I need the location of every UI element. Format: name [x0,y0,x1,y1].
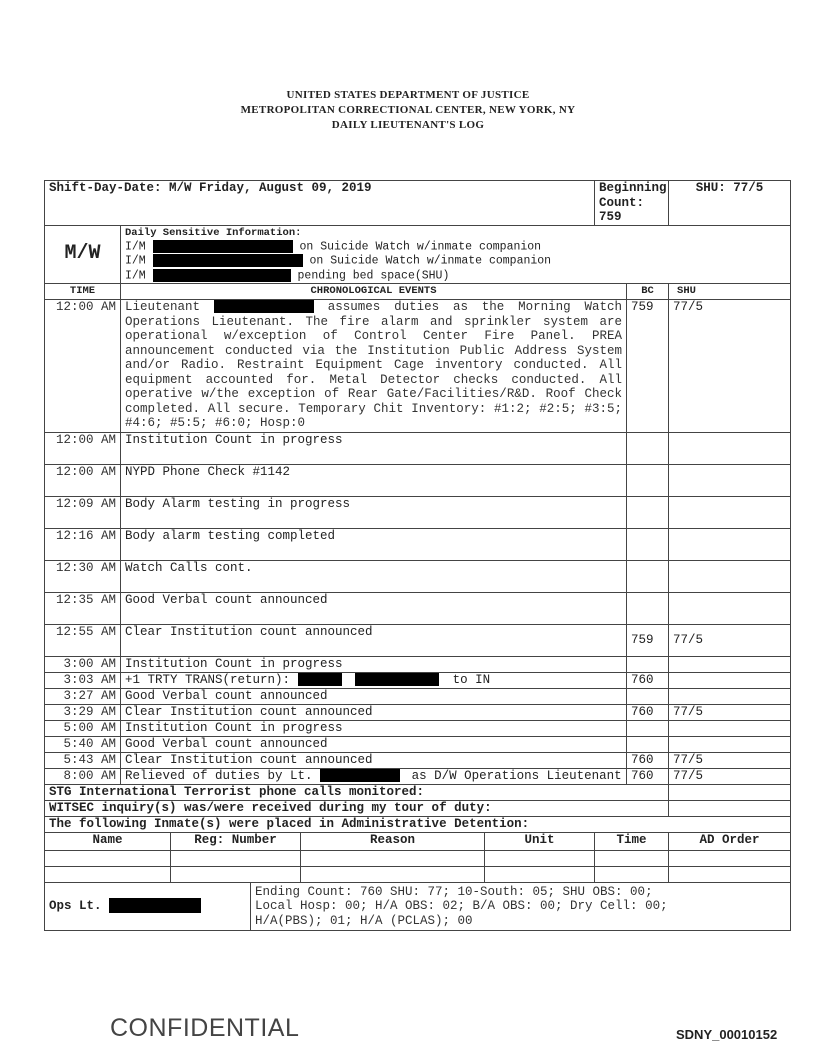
entry-shu: 77/5 [669,300,791,433]
redaction-block [153,240,293,253]
entry-time: 3:00 AM [45,656,121,672]
stg-value [669,784,791,800]
entry-shu: 77/5 [669,752,791,768]
lieutenant-log-table [44,180,791,931]
entry-bc: 759 [627,624,669,656]
entry-time: 3:29 AM [45,704,121,720]
entry-bc: 759 [627,300,669,433]
sensitive-info [121,225,791,284]
entry-time: 12:00 AM [45,300,121,433]
entry-bc: 760 [627,672,669,688]
sensitive-prefix: I/M [125,240,146,254]
sensitive-line [125,269,786,284]
shift-day-date: Shift-Day-Date: M/W Friday, August 09, 2019 [45,181,595,226]
entry-bc [627,688,669,704]
ad-cell [669,866,791,882]
witsec-note: WITSEC inquiry(s) was/were received during my tour of duty: [45,800,669,816]
sensitive-prefix: I/M [125,269,146,283]
entry-shu [669,656,791,672]
entry-time: 12:55 AM [45,624,121,656]
entry-shu: 77/5 [669,704,791,720]
entry-event [121,300,627,433]
entry-time: 5:40 AM [45,736,121,752]
ad-cell [485,866,595,882]
entry-bc [627,496,669,528]
entry-bc: 760 [627,704,669,720]
ad-time-header: Time [595,832,669,850]
entry-event: Good Verbal count announced [121,592,627,624]
entry-shu [669,720,791,736]
entry-bc [627,528,669,560]
entry-bc [627,464,669,496]
entry-event [121,768,627,784]
redaction-block [320,769,400,782]
entry-event: Watch Calls cont. [121,560,627,592]
entry-time: 12:00 AM [45,464,121,496]
ad-order-header: AD Order [669,832,791,850]
entry-time: 12:16 AM [45,528,121,560]
entry-shu [669,560,791,592]
entry-text: assumes duties as the Morning Watch Operations Lieutenant. The fire alarm and sprinkler system are operational w/exception of Control Center Fire Panel. PREA announcement conducted via the Institution Public Address System and/or Radio. Restraint Equipment Cage inventory conducted. All equipment accounted for. Metal Detector checks conducted. All operative w/the exception of Rear Gate/Facilities/R&D. Roof Check completed. All secure. Temporary Chit Inventory: #1:2; #2:5; #3:5; #4:6; #5:5; #6:0; Hosp:0 [125,300,623,431]
entry-event: Clear Institution count announced [121,704,627,720]
entry-time: 12:09 AM [45,496,121,528]
entry-lead: Lieutenant [125,300,201,315]
witsec-value [669,800,791,816]
redaction-block [153,254,303,267]
time-column-header: TIME [45,284,121,300]
shu-column-header: SHU [669,284,791,300]
sensitive-line [125,240,786,255]
entry-text: +1 TRTY TRANS(return): [125,672,291,687]
sensitive-text: pending bed space(SHU) [297,269,450,283]
entry-event: Institution Count in progress [121,656,627,672]
entry-tail: as D/W Operations Lieutenant [411,768,622,783]
redaction-block [153,269,291,282]
ending-line: Ending Count: 760 SHU: 77; 10-South: 05; SHU OBS: 00; [255,884,653,899]
entry-bc [627,720,669,736]
entry-shu [669,592,791,624]
shift-code: M/W [45,225,121,284]
log-title: DAILY LIEUTENANT'S LOG [331,119,485,131]
entry-event: Clear Institution count announced [121,752,627,768]
entry-time: 5:00 AM [45,720,121,736]
entry-time: 5:43 AM [45,752,121,768]
ad-cell [171,866,301,882]
ad-reg-header: Reg: Number [171,832,301,850]
entry-bc [627,560,669,592]
ending-count [251,882,791,930]
entry-text: Relieved of duties by Lt. [125,768,313,783]
sensitive-text: on Suicide Watch w/inmate companion [299,240,542,254]
ad-cell [301,850,485,866]
entry-shu: 77/5 [669,768,791,784]
ad-name-header: Name [45,832,171,850]
ad-cell [45,850,171,866]
department-title: UNITED STATES DEPARTMENT OF JUSTICE [286,89,530,101]
entry-time: 3:27 AM [45,688,121,704]
entry-bc [627,432,669,464]
stg-note: STG International Terrorist phone calls monitored: [45,784,669,800]
redaction-block [109,898,201,913]
entry-event: NYPD Phone Check #1142 [121,464,627,496]
sensitive-line [125,254,786,269]
entry-time: 12:30 AM [45,560,121,592]
entry-bc [627,592,669,624]
entry-shu: 77/5 [669,624,791,656]
facility-title: METROPOLITAN CORRECTIONAL CENTER, NEW YORK, NY [240,104,576,116]
entry-event: Institution Count in progress [121,432,627,464]
entry-event: Clear Institution count announced [121,624,627,656]
entry-tail: to IN [452,672,491,687]
entry-shu [669,528,791,560]
ops-label: Ops Lt. [49,899,102,914]
ad-reason-header: Reason [301,832,485,850]
entry-event: Good Verbal count announced [121,688,627,704]
bc-column-header: BC [627,284,669,300]
entry-shu [669,496,791,528]
ad-cell [171,850,301,866]
ad-cell [595,850,669,866]
entry-event: Institution Count in progress [121,720,627,736]
redaction-block [298,673,342,686]
ad-cell [45,866,171,882]
entry-time: 3:03 AM [45,672,121,688]
ad-cell [485,850,595,866]
ad-cell [669,850,791,866]
entry-bc: 760 [627,768,669,784]
bates-number: SDNY_00010152 [676,1027,778,1042]
ad-unit-header: Unit [485,832,595,850]
confidential-stamp: CONFIDENTIAL [110,1014,300,1042]
entry-event [121,672,627,688]
entry-bc [627,736,669,752]
ending-line: H/A(PBS); 01; H/A (PCLAS); 00 [255,913,473,928]
entry-shu [669,464,791,496]
sensitive-text: on Suicide Watch w/inmate companion [309,254,552,268]
entry-time: 12:00 AM [45,432,121,464]
entry-shu [669,736,791,752]
redaction-block [355,673,439,686]
ad-cell [595,866,669,882]
entry-bc: 760 [627,752,669,768]
sensitive-title: Daily Sensitive Information: [125,226,302,239]
events-column-header: CHRONOLOGICAL EVENTS [121,284,627,300]
ops-lieutenant [45,882,251,930]
ending-line: Local Hosp: 00; H/A OBS: 02; B/A OBS: 00; Dry Cell: 00; [255,899,668,914]
entry-shu [669,688,791,704]
sensitive-prefix: I/M [125,254,146,268]
shu-count: SHU: 77/5 [669,181,791,226]
entry-event: Body Alarm testing in progress [121,496,627,528]
entry-event: Body alarm testing completed [121,528,627,560]
redaction-block [214,300,314,313]
entry-shu [669,672,791,688]
beginning-count: Beginning Count: 759 [595,181,669,226]
entry-time: 8:00 AM [45,768,121,784]
entry-event: Good Verbal count announced [121,736,627,752]
entry-bc [627,656,669,672]
entry-shu [669,432,791,464]
ad-cell [301,866,485,882]
admin-detention-note: The following Inmate(s) were placed in Administrative Detention: [45,816,791,832]
entry-time: 12:35 AM [45,592,121,624]
